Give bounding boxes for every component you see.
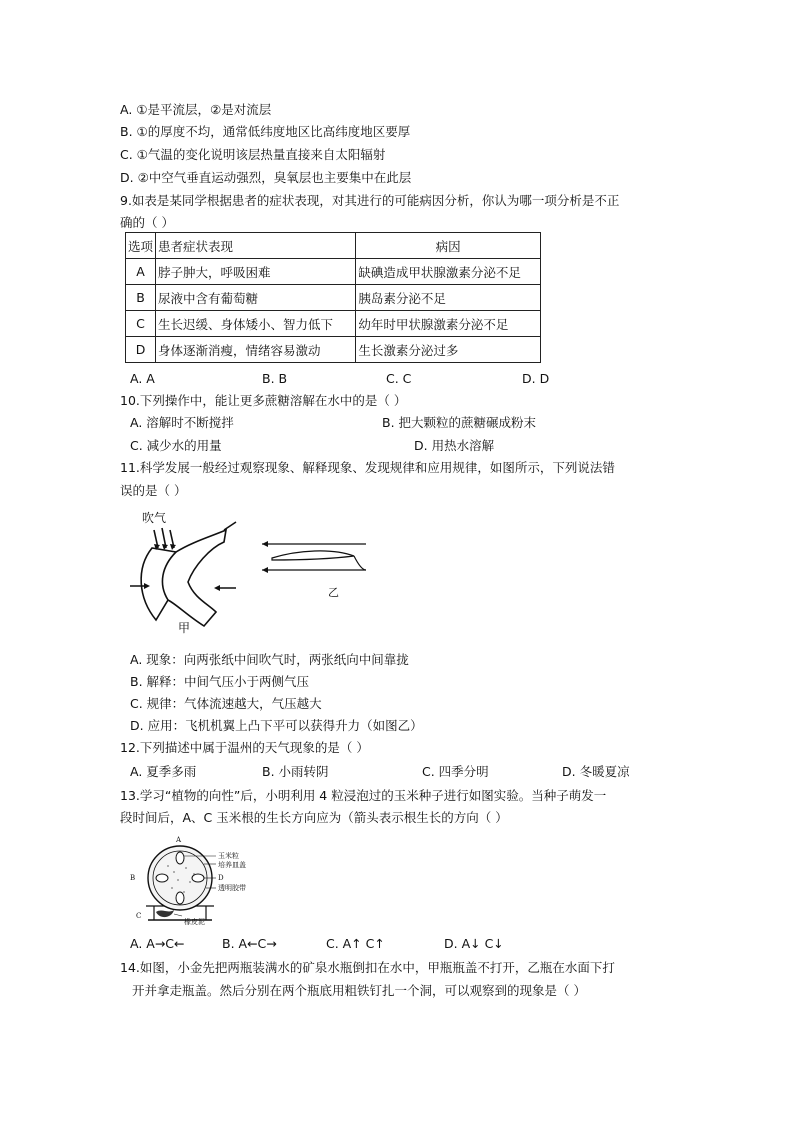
table-header-option: 选项 bbox=[126, 233, 156, 259]
table-row bbox=[126, 311, 541, 337]
table-cell: 脖子肿大，呼吸困难 bbox=[156, 259, 356, 285]
q12-option-d: D. 冬暖夏凉 bbox=[562, 764, 630, 779]
q9-option-b: B. B bbox=[262, 371, 288, 386]
paper-sheet-right bbox=[168, 530, 226, 626]
figure-letter-b: B bbox=[130, 874, 136, 882]
putty-blob bbox=[156, 910, 174, 917]
table-header-symptom: 患者症状表现 bbox=[156, 233, 356, 259]
label-tape: 透明胶带 bbox=[218, 884, 246, 892]
corn-seed-b bbox=[156, 874, 168, 882]
q10-stem: 10.下列操作中，能让更多蔗糖溶解在水中的是（ ） bbox=[120, 393, 407, 408]
q9-option-d: D. D bbox=[522, 371, 550, 386]
table-row bbox=[126, 337, 541, 363]
label-dish-lid: 培养皿盖 bbox=[218, 861, 246, 869]
label-putty: 橡皮泥 bbox=[184, 918, 205, 926]
q9-stem-line2: 确的（ ） bbox=[120, 215, 174, 230]
q8-option-c: C. ①气温的变化说明该层热量直接来自太阳辐射 bbox=[120, 147, 386, 162]
table-cell: 缺碘造成甲状腺激素分泌不足 bbox=[356, 259, 541, 285]
q12-stem: 12.下列描述中属于温州的天气现象的是（ ） bbox=[120, 740, 369, 755]
table-cell: 生长激素分泌过多 bbox=[356, 337, 541, 363]
label-d: D bbox=[218, 874, 224, 882]
q11-figure-yi bbox=[258, 536, 378, 602]
q13-stem-line2: 段时间后，A、C 玉米根的生长方向应为（箭头表示根生长的方向（ ） bbox=[120, 810, 508, 825]
q12-option-a: A. 夏季多雨 bbox=[130, 764, 197, 779]
q11-option-b: B. 解释：中间气压小于两侧气压 bbox=[130, 674, 310, 689]
q13-figure-petri-dish bbox=[128, 830, 278, 930]
q9-stem-line1: 9.如表是某同学根据患者的症状表现，对其进行的可能病因分析，你认为哪一项分析是不正 bbox=[120, 193, 620, 208]
table-cell: B bbox=[126, 285, 156, 311]
q10-option-c: C. 减少水的用量 bbox=[130, 438, 222, 453]
figure-letter-c: C bbox=[136, 912, 142, 920]
q11-figure-jia bbox=[128, 508, 248, 638]
q11-stem-line1: 11.科学发展一般经过观察现象、解释现象、发现规律和应用规律，如图所示，下列说法错 bbox=[120, 460, 615, 475]
table-cell: 生长迟缓、身体矮小、智力低下 bbox=[156, 311, 356, 337]
corn-seed-d bbox=[192, 874, 204, 882]
q10-option-a: A. 溶解时不断搅拌 bbox=[130, 415, 234, 430]
table-row bbox=[126, 285, 541, 311]
q14-stem-line1: 14.如图，小金先把两瓶装满水的矿泉水瓶倒扣在水中，甲瓶瓶盖不打开，乙瓶在水面下打 bbox=[120, 960, 615, 975]
q10-option-d: D. 用热水溶解 bbox=[414, 438, 495, 453]
table-cell: A bbox=[126, 259, 156, 285]
q9-symptom-table bbox=[125, 232, 541, 363]
corn-seed-c bbox=[176, 892, 184, 904]
q8-option-b: B. ①的厚度不均，通常低纬度地区比高纬度地区要厚 bbox=[120, 124, 411, 139]
paper-sheet-left bbox=[141, 548, 176, 620]
wing-tail bbox=[354, 556, 366, 570]
blow-label: 吹气 bbox=[142, 511, 167, 525]
table-cell: 幼年时甲状腺激素分泌不足 bbox=[356, 311, 541, 337]
q11-option-c: C. 规律：气体流速越大，气压越大 bbox=[130, 696, 322, 711]
figure-jia-label: 甲 bbox=[178, 621, 191, 635]
q13-option-a: A. A→C← bbox=[130, 936, 185, 951]
paper-handle bbox=[224, 522, 236, 530]
table-cell: C bbox=[126, 311, 156, 337]
table-cell: 胰岛素分泌不足 bbox=[356, 285, 541, 311]
corn-seed-a bbox=[176, 852, 184, 864]
figure-letter-a: A bbox=[176, 836, 182, 844]
q8-option-a: A. ①是平流层，②是对流层 bbox=[120, 102, 272, 117]
q9-option-c: C. C bbox=[386, 371, 412, 386]
q8-option-d: D. ②中空气垂直运动强烈，臭氧层也主要集中在此层 bbox=[120, 170, 412, 185]
label-corn-seed: 玉米粒 bbox=[218, 852, 239, 860]
q13-option-d: D. A↓ C↓ bbox=[444, 936, 504, 951]
q14-stem-line2: 开并拿走瓶盖。然后分别在两个瓶底用粗铁钉扎一个洞，可以观察到的现象是（ ） bbox=[132, 983, 586, 998]
q11-stem-line2: 误的是（ ） bbox=[120, 483, 187, 498]
q10-option-b: B. 把大颗粒的蔗糖碾成粉末 bbox=[382, 415, 537, 430]
wing-section bbox=[272, 551, 354, 560]
table-header-cause: 病因 bbox=[356, 233, 541, 259]
q9-option-a: A. A bbox=[130, 371, 155, 386]
q13-option-c: C. A↑ C↑ bbox=[326, 936, 385, 951]
table-header-row bbox=[126, 233, 541, 259]
table-cell: 身体逐渐消瘦，情绪容易激动 bbox=[156, 337, 356, 363]
q13-stem-line1: 13.学习“植物的向性”后，小明利用 4 粒浸泡过的玉米种子进行如图实验。当种子萌发一 bbox=[120, 788, 607, 803]
q11-option-d: D. 应用：飞机机翼上凸下平可以获得升力（如图乙） bbox=[130, 718, 423, 733]
table-cell: D bbox=[126, 337, 156, 363]
table-cell: 尿液中含有葡萄糖 bbox=[156, 285, 356, 311]
q11-option-a: A. 现象：向两张纸中间吹气时，两张纸向中间靠拢 bbox=[130, 652, 409, 667]
q13-option-b: B. A←C→ bbox=[222, 936, 277, 951]
q12-option-c: C. 四季分明 bbox=[422, 764, 489, 779]
q12-option-b: B. 小雨转阴 bbox=[262, 764, 329, 779]
table-row bbox=[126, 259, 541, 285]
figure-yi-label: 乙 bbox=[328, 586, 339, 599]
